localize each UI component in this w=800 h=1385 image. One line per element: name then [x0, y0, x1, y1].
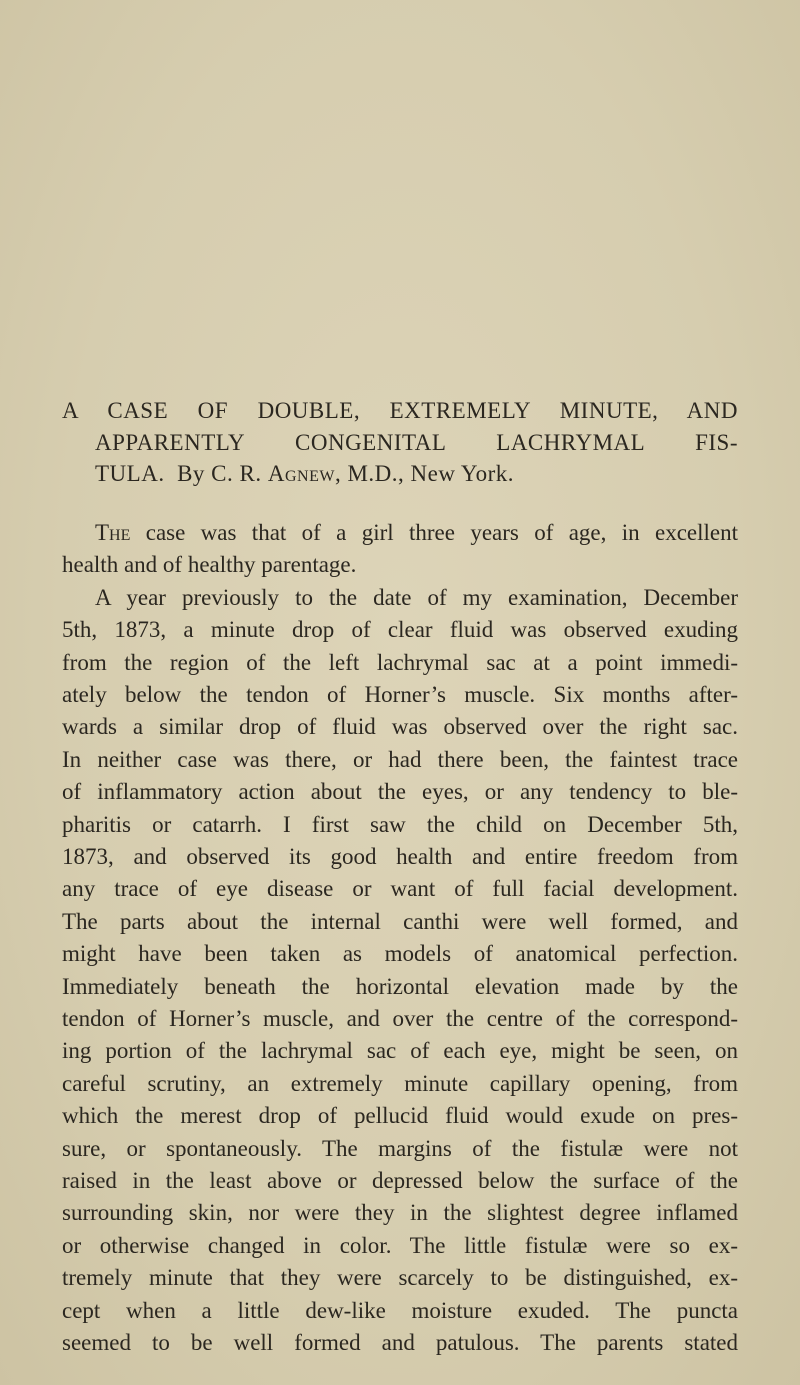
line-text: raised in the least above or depressed below the surface of the — [62, 1168, 738, 1193]
line-text: The parts about the internal canthi were well formed, and — [62, 908, 738, 934]
title-line — [62, 397, 738, 425]
body-line — [62, 1199, 738, 1227]
body-line — [95, 519, 738, 547]
line-text: APPARENTLY CONGENITAL LACHRYMAL FIS- — [95, 429, 738, 455]
body-line — [62, 1070, 738, 1098]
body-line — [62, 843, 738, 871]
body-line — [62, 1102, 738, 1130]
line-text: wards a similar drop of fluid was observed over the right sac. — [62, 714, 738, 740]
body-line — [62, 681, 738, 709]
line-text: tremely minute that they were scarcely to be distinguished, ex- — [62, 1265, 738, 1291]
line-text: any trace of eye disease or want of full facial development. — [62, 876, 738, 902]
line-text: from the region of the left lachrymal sac at a point immedi- — [62, 649, 738, 675]
body-line — [62, 908, 738, 936]
line-text: seemed to be well formed and patulous. The parents stated — [62, 1330, 738, 1355]
author-name: Agnew — [267, 461, 335, 486]
body-line — [95, 584, 738, 612]
body-line — [62, 1232, 738, 1260]
title-line — [95, 429, 738, 457]
line-text: Immediately beneath the horizontal elevation made by the — [62, 973, 738, 999]
line-text: ately below the tendon of Horner’s muscle. Six months after- — [62, 682, 738, 707]
line-text: pharitis or catarrh. I first saw the child on December 5th, — [62, 811, 738, 837]
line-text: A year previously to the date of my examination, December — [95, 584, 738, 610]
line-text: TULA. By C. R. — [95, 461, 268, 486]
body-line — [62, 616, 738, 644]
line-text: In neither case was there, or had there been, the faintest trace — [62, 746, 738, 772]
line-text: surrounding skin, nor were they in the slightest degree inflamed — [62, 1200, 738, 1226]
body-line — [62, 1329, 738, 1357]
line-text: 1873, and observed its good health and entire freedom from — [62, 844, 738, 869]
body-line — [62, 1297, 738, 1325]
body-line — [62, 778, 738, 806]
line-text: A CASE OF DOUBLE, EXTREMELY MINUTE, AND — [62, 398, 738, 423]
line-text: tendon of Horner’s muscle, and over the centre of the correspond- — [62, 1006, 738, 1031]
line-text: which the merest drop of pellucid fluid would exude on pres- — [62, 1103, 738, 1129]
line-text: might have been taken as models of anatomical perfection. — [62, 941, 738, 967]
title-line — [95, 460, 738, 488]
line-text: case was that of a girl three years of age, in excellent — [130, 520, 738, 545]
body-line — [62, 1167, 738, 1195]
body-line — [62, 811, 738, 839]
small-caps-text: The — [95, 520, 131, 545]
body-line — [62, 940, 738, 968]
body-line — [62, 746, 738, 774]
line-text: or otherwise changed in color. The little fistulæ were so ex- — [62, 1232, 738, 1258]
body-line — [62, 1005, 738, 1033]
line-text: health and of healthy parentage. — [62, 552, 357, 578]
line-text: cept when a little dew-like moisture exuded. The puncta — [62, 1297, 738, 1323]
line-text: of inflammatory action about the eyes, or any tendency to ble- — [62, 779, 738, 805]
line-text: 5th, 1873, a minute drop of clear fluid was observed exuding — [62, 617, 738, 643]
body-line — [62, 1264, 738, 1292]
body-line — [62, 551, 738, 579]
line-text: , M.D., New York. — [334, 461, 515, 486]
body-line — [62, 713, 738, 741]
body-line — [62, 1135, 738, 1163]
body-line — [62, 649, 738, 677]
body-line — [62, 875, 738, 903]
body-line — [62, 1037, 738, 1065]
line-text: ing portion of the lachrymal sac of each eye, might be seen, on — [62, 1038, 738, 1064]
line-text: sure, or spontaneously. The margins of the fistulæ were not — [62, 1135, 738, 1161]
line-text: careful scrutiny, an extremely minute capillary opening, from — [62, 1070, 738, 1096]
body-line — [62, 973, 738, 1001]
